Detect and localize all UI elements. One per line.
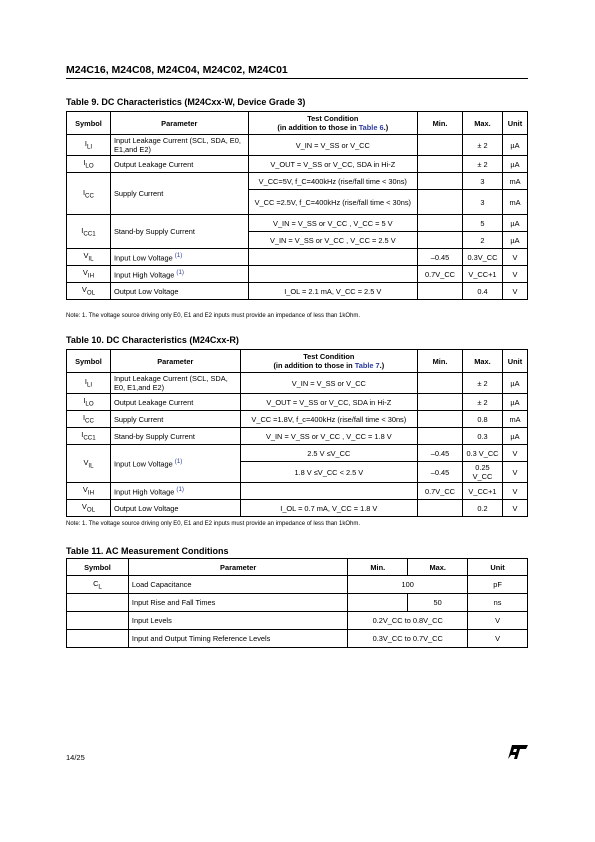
parameter-cell: Output Leakage Current [110,394,240,411]
symbol-cell: $C_L$ [67,576,129,594]
min-cell [418,173,463,190]
table-row [67,283,528,300]
unit-cell: V [502,462,527,483]
unit-cell: V [502,249,527,266]
header-max: Max. [408,559,468,576]
symbol-cell: $I_{LI}$ [67,135,111,156]
unit-cell: V [502,283,527,300]
table9-title: Table 9. DC Characteristics (M24Cxx-W, Device Grade 3) [66,97,306,107]
unit-cell: V [502,266,527,283]
header-symbol: Symbol [67,559,129,576]
unit-cell: V [502,500,527,517]
unit-cell: µA [502,215,527,232]
table-row [67,156,528,173]
header-symbol: Symbol [67,350,111,373]
unit-cell: V [502,445,527,462]
min-cell: 0.7V_CC [418,483,463,500]
footnote-link[interactable]: (1) [174,458,183,466]
table-row [67,576,528,594]
symbol-cell: $I_{CC1}$ [67,428,111,445]
unit-cell: µA [502,156,527,173]
max-cell: 2 [462,232,502,249]
min-cell: –0.45 [418,249,463,266]
symbol-cell [67,630,129,648]
min-cell [418,283,463,300]
symbol-cell: $V_{IL}$ [67,249,111,266]
unit-cell: µA [502,135,527,156]
unit-cell: mA [502,190,527,215]
min-cell [418,135,463,156]
header-parameter: Parameter [110,350,240,373]
min-cell [418,411,463,428]
condition-cell: V_IN = V_SS or V_CC [248,135,417,156]
parameter-cell: Input Leakage Current (SCL, SDA, E0, E1,and E2) [110,135,248,156]
min-cell [418,156,463,173]
condition-cell: V_CC =1.8V, f_c=400kHz (rise/fall time < 30ns) [240,411,417,428]
table11-header-row [67,559,528,576]
min-cell [418,373,463,394]
condition-cell: V_IN = V_SS or V_CC , V_CC = 5 V [248,215,417,232]
max-cell: 5 [462,215,502,232]
parameter-cell: Input Rise and Fall Times [128,594,347,612]
max-cell: 0.2 [463,500,503,517]
condition-cell: V_IN = V_SS or V_CC , V_CC = 2.5 V [248,232,417,249]
parameter-cell: Stand-by Supply Current [110,428,240,445]
condition-cell: I_OL = 2.1 mA, V_CC = 2.5 V [248,283,417,300]
unit-cell: pF [468,576,528,594]
table-row [67,135,528,156]
max-cell: 0.25 V_CC [463,462,503,483]
table-row [67,266,528,283]
symbol-cell: $I_{LO}$ [67,156,111,173]
value-cell: 0.2V_CC to 0.8V_CC [348,612,468,630]
table-row [67,445,528,462]
table-row [67,428,528,445]
symbol-cell: $V_{OL}$ [67,283,111,300]
header-min: Min. [418,350,463,373]
max-cell: 3 [462,173,502,190]
header-symbol: Symbol [67,112,111,135]
table-row [67,483,528,500]
header-test-condition: Test Condition (in addition to those in Table 6.) [248,112,417,135]
header-parameter: Parameter [128,559,347,576]
parameter-cell: Input Low Voltage $^{(1)}$ [110,445,240,483]
condition-cell: 1.8 V ≤V_CC < 2.5 V [240,462,417,483]
table7-link[interactable]: Table 7 [354,361,380,370]
parameter-cell: Input High Voltage $^{(1)}$ [110,483,240,500]
header-parameter: Parameter [110,112,248,135]
parameter-cell: Supply Current [110,411,240,428]
unit-cell: V [468,630,528,648]
parameter-cell: Input Levels [128,612,347,630]
max-cell: V_CC+1 [462,266,502,283]
header-test-condition: Test Condition (in addition to those in Table 7.) [240,350,417,373]
parameter-cell: Stand-by Supply Current [110,215,248,249]
symbol-cell: $I_{LO}$ [67,394,111,411]
table11-title: Table 11. AC Measurement Conditions [66,546,229,556]
symbol-cell [67,594,129,612]
max-cell: 0.8 [463,411,503,428]
max-cell: ± 2 [463,373,503,394]
max-cell: 50 [408,594,468,612]
condition-cell: V_IN = V_SS or V_CC , V_CC = 1.8 V [240,428,417,445]
table-row [67,612,528,630]
document-header: M24C16, M24C08, M24C04, M24C02, M24C01 [66,64,528,79]
header-max: Max. [462,112,502,135]
min-cell [418,394,463,411]
max-cell: V_CC+1 [463,483,503,500]
symbol-cell: $V_{IH}$ [67,483,111,500]
footnote-link[interactable]: (1) [174,251,183,259]
unit-cell: µA [502,373,527,394]
unit-cell: V [468,612,528,630]
condition-cell: I_OL = 0.7 mA, V_CC = 1.8 V [240,500,417,517]
max-cell: 3 [462,190,502,215]
table9-header-row [67,112,528,135]
symbol-cell: $I_{LI}$ [67,373,111,394]
unit-cell: ns [468,594,528,612]
parameter-cell: Input Leakage Current (SCL, SDA, E0, E1,and E2) [110,373,240,394]
min-cell [418,500,463,517]
table6-link[interactable]: Table 6 [358,123,384,132]
parameter-cell: Supply Current [110,173,248,215]
table9 [66,111,528,300]
unit-cell: µA [502,394,527,411]
parameter-cell: Output Leakage Current [110,156,248,173]
symbol-cell: $V_{IH}$ [67,266,111,283]
condition-cell [248,249,417,266]
parameter-cell: Output Low Voltage [110,500,240,517]
symbol-cell: $I_{CC}$ [67,173,111,215]
condition-cell: V_OUT = V_SS or V_CC, SDA in Hi-Z [248,156,417,173]
max-cell: 0.3 V_CC [463,445,503,462]
table-row [67,373,528,394]
parameter-cell: Load Capacitance [128,576,347,594]
table-row [67,394,528,411]
min-cell: –0.45 [418,445,463,462]
table-row [67,249,528,266]
table10 [66,349,528,517]
footnote-link[interactable]: (1) [176,268,184,276]
table10-header-row [67,350,528,373]
min-cell [418,232,463,249]
value-cell: 0.3V_CC to 0.7V_CC [348,630,468,648]
condition-cell: V_IN = V_SS or V_CC [240,373,417,394]
max-cell: 0.3V_CC [462,249,502,266]
header-unit: Unit [502,350,527,373]
max-cell: 0.4 [462,283,502,300]
table9-note: Note: 1. The voltage source driving only E0, E1 and E2 inputs must provide an impedance of less than 1kOhm. [66,313,361,319]
min-cell: –0.45 [418,462,463,483]
page-number: 14/25 [66,753,85,762]
symbol-cell [67,612,129,630]
header-min: Min. [348,559,408,576]
table-row [67,630,528,648]
header-unit: Unit [502,112,527,135]
condition-cell: V_CC=5V, f_C=400kHz (rise/fall time < 30ns) [248,173,417,190]
table-row [67,215,528,232]
min-cell [418,428,463,445]
condition-cell: 2.5 V ≤V_CC [240,445,417,462]
table-row [67,411,528,428]
condition-cell [248,266,417,283]
unit-cell: µA [502,428,527,445]
parameter-cell: Input High Voltage $^{(1)}$ [110,266,248,283]
min-cell: 0.7V_CC [418,266,463,283]
min-cell [418,215,463,232]
table10-note: Note: 1. The voltage source driving only E0, E1 and E2 inputs must provide an impedance of less than 1kOhm. [66,521,361,527]
min-cell [418,190,463,215]
header-unit: Unit [468,559,528,576]
header-min: Min. [418,112,463,135]
table11 [66,558,528,648]
symbol-cell: $I_{CC}$ [67,411,111,428]
symbol-cell: $V_{IL}$ [67,445,111,483]
header-max: Max. [463,350,503,373]
max-cell: ± 2 [462,135,502,156]
unit-cell: V [502,483,527,500]
footnote-link[interactable]: (1) [176,485,184,493]
unit-cell: mA [502,173,527,190]
condition-cell: V_CC =2.5V, f_C=400kHz (rise/fall time < 30ns) [248,190,417,215]
table10-title: Table 10. DC Characteristics (M24Cxx-R) [66,335,239,345]
value-cell: 100 [348,576,468,594]
symbol-cell: $V_{OL}$ [67,500,111,517]
parameter-cell: Output Low Voltage [110,283,248,300]
max-cell: ± 2 [463,394,503,411]
unit-cell: µA [502,232,527,249]
st-logo-icon [505,744,529,760]
symbol-cell: $I_{CC1}$ [67,215,111,249]
min-cell [348,594,408,612]
table-row [67,500,528,517]
unit-cell: mA [502,411,527,428]
condition-cell [240,483,417,500]
table-row [67,594,528,612]
condition-cell: V_OUT = V_SS or V_CC, SDA in Hi-Z [240,394,417,411]
max-cell: 0.3 [463,428,503,445]
parameter-cell: Input Low Voltage $^{(1)}$ [110,249,248,266]
table-row [67,173,528,190]
max-cell: ± 2 [462,156,502,173]
parameter-cell: Input and Output Timing Reference Levels [128,630,347,648]
